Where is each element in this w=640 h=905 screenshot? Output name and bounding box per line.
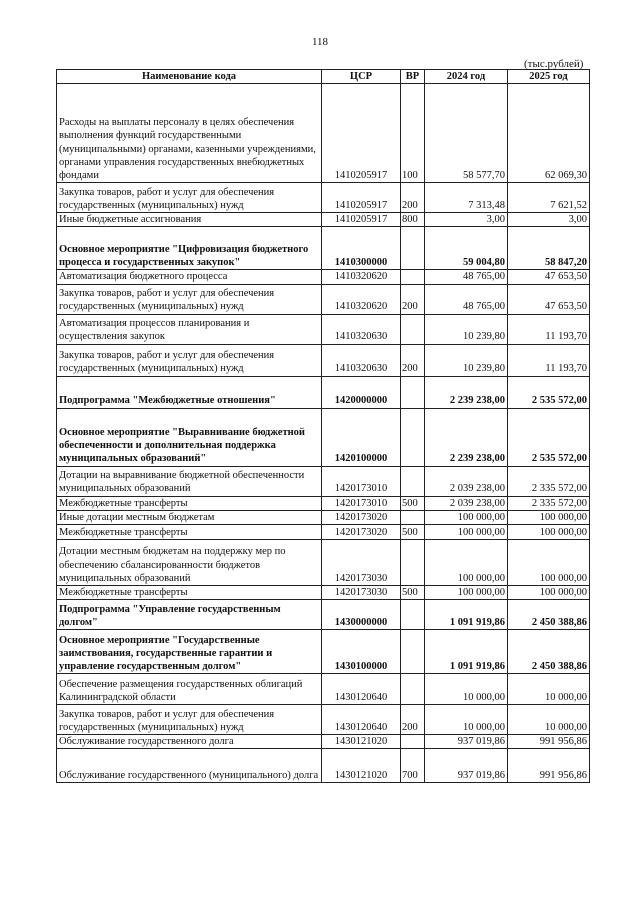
table-row: [57, 408, 590, 466]
row-2024: 59 004,80: [425, 227, 508, 270]
row-2024: 10 000,00: [425, 705, 508, 735]
row-vr: 700: [401, 749, 425, 783]
row-name: Иные бюджетные ассигнования: [57, 213, 322, 227]
row-2024: 2 039 238,00: [425, 466, 508, 496]
row-csr: 1410320620: [322, 270, 401, 284]
row-csr: 1410320620: [322, 284, 401, 314]
row-name: Основное мероприятие "Государственные заимствования, государственные гарантии и управление государственным долгом": [57, 630, 322, 674]
table-row: [57, 674, 590, 705]
row-2025: 10 000,00: [508, 705, 590, 735]
row-name: Автоматизация процессов планирования и осуществления закупок: [57, 314, 322, 344]
row-vr: 200: [401, 344, 425, 376]
table-row: [57, 540, 590, 586]
table-row: [57, 84, 590, 183]
row-vr: [401, 466, 425, 496]
row-name: Дотации на выравнивание бюджетной обеспеченности муниципальных образований: [57, 466, 322, 496]
row-2025: 2 450 388,86: [508, 630, 590, 674]
row-vr: [401, 600, 425, 630]
row-vr: 200: [401, 705, 425, 735]
row-csr: 1430120640: [322, 674, 401, 705]
row-csr: 1410205917: [322, 183, 401, 213]
table-row: [57, 705, 590, 735]
row-name: Закупка товаров, работ и услуг для обеспечения государственных (муниципальных) нужд: [57, 705, 322, 735]
row-2024: 100 000,00: [425, 586, 508, 600]
row-vr: 500: [401, 496, 425, 510]
row-vr: [401, 674, 425, 705]
row-vr: 200: [401, 284, 425, 314]
table-row: [57, 227, 590, 270]
row-vr: 500: [401, 586, 425, 600]
row-2024: 10 239,80: [425, 314, 508, 344]
table-row: [57, 183, 590, 213]
row-vr: 200: [401, 183, 425, 213]
row-name: Закупка товаров, работ и услуг для обеспечения государственных (муниципальных) нужд: [57, 344, 322, 376]
row-2024: 48 765,00: [425, 284, 508, 314]
row-2024: 2 239 238,00: [425, 376, 508, 408]
table-row: [57, 314, 590, 344]
row-csr: 1420000000: [322, 376, 401, 408]
table-row: [57, 586, 590, 600]
row-2025: 3,00: [508, 213, 590, 227]
row-vr: [401, 270, 425, 284]
unit-note: (тыс.рублей): [524, 58, 584, 70]
row-2024: 48 765,00: [425, 270, 508, 284]
row-csr: 1420173010: [322, 466, 401, 496]
row-vr: 100: [401, 84, 425, 183]
row-name: Дотации местным бюджетам на поддержку мер по обеспечению сбалансированности бюджетов муниципальных образований: [57, 540, 322, 586]
header-2024: 2024 год: [425, 70, 508, 84]
row-2024: 1 091 919,86: [425, 630, 508, 674]
table-row: [57, 344, 590, 376]
row-2025: 2 535 572,00: [508, 376, 590, 408]
row-name: Межбюджетные трансферты: [57, 525, 322, 540]
row-2025: 47 653,50: [508, 284, 590, 314]
row-2025: 100 000,00: [508, 586, 590, 600]
row-csr: 1430120640: [322, 705, 401, 735]
row-csr: 1430121020: [322, 749, 401, 783]
row-2025: 100 000,00: [508, 540, 590, 586]
table-row: [57, 213, 590, 227]
table-row: [57, 749, 590, 783]
row-2024: 7 313,48: [425, 183, 508, 213]
table-row: [57, 630, 590, 674]
row-csr: 1420100000: [322, 408, 401, 466]
row-2024: 3,00: [425, 213, 508, 227]
row-name: Закупка товаров, работ и услуг для обеспечения государственных (муниципальных) нужд: [57, 183, 322, 213]
row-2025: 10 000,00: [508, 674, 590, 705]
row-csr: 1430100000: [322, 630, 401, 674]
row-name: Обеспечение размещения государственных облигаций Калининградской области: [57, 674, 322, 705]
row-2024: 100 000,00: [425, 540, 508, 586]
row-2024: 1 091 919,86: [425, 600, 508, 630]
row-name: Подпрограмма "Межбюджетные отношения": [57, 376, 322, 408]
row-csr: 1420173030: [322, 586, 401, 600]
row-vr: [401, 540, 425, 586]
row-csr: 1430000000: [322, 600, 401, 630]
row-name: Расходы на выплаты персоналу в целях обеспечения выполнения функций государственными (муниципальными) органами, казенными учреждениями, органами управления государственных внебюджетных фондами: [57, 84, 322, 183]
header-name: Наименование кода: [57, 70, 322, 84]
row-2025: 2 335 572,00: [508, 466, 590, 496]
row-2024: 2 039 238,00: [425, 496, 508, 510]
table-body: [57, 84, 590, 783]
row-name: Основное мероприятие "Цифровизация бюджетного процесса и государственных закупок": [57, 227, 322, 270]
header-vr: ВР: [401, 70, 425, 84]
row-vr: [401, 314, 425, 344]
row-name: Межбюджетные трансферты: [57, 586, 322, 600]
row-2024: 100 000,00: [425, 525, 508, 540]
header-csr: ЦСР: [322, 70, 401, 84]
row-2025: 11 193,70: [508, 314, 590, 344]
table-row: [57, 600, 590, 630]
row-csr: 1410205917: [322, 213, 401, 227]
row-vr: [401, 376, 425, 408]
row-vr: [401, 227, 425, 270]
row-2025: 100 000,00: [508, 510, 590, 524]
row-csr: 1430121020: [322, 735, 401, 749]
header-2025: 2025 год: [508, 70, 590, 84]
row-2025: 2 335 572,00: [508, 496, 590, 510]
row-name: Подпрограмма "Управление государственным долгом": [57, 600, 322, 630]
row-csr: 1410320630: [322, 314, 401, 344]
row-2025: 2 450 388,86: [508, 600, 590, 630]
row-2025: 2 535 572,00: [508, 408, 590, 466]
row-csr: 1410300000: [322, 227, 401, 270]
row-2024: 10 000,00: [425, 674, 508, 705]
budget-table: [56, 69, 590, 783]
row-2025: 47 653,50: [508, 270, 590, 284]
row-2025: 7 621,52: [508, 183, 590, 213]
row-name: Автоматизация бюджетного процесса: [57, 270, 322, 284]
row-vr: 800: [401, 213, 425, 227]
row-csr: 1410320630: [322, 344, 401, 376]
table-row: [57, 510, 590, 524]
row-2025: 58 847,20: [508, 227, 590, 270]
row-name: Закупка товаров, работ и услуг для обеспечения государственных (муниципальных) нужд: [57, 284, 322, 314]
row-2025: 991 956,86: [508, 749, 590, 783]
row-csr: 1410205917: [322, 84, 401, 183]
row-vr: 500: [401, 525, 425, 540]
row-2024: 10 239,80: [425, 344, 508, 376]
table-row: [57, 466, 590, 496]
row-2024: 100 000,00: [425, 510, 508, 524]
row-name: Межбюджетные трансферты: [57, 496, 322, 510]
row-csr: 1420173010: [322, 496, 401, 510]
row-2024: 937 019,86: [425, 749, 508, 783]
row-vr: [401, 510, 425, 524]
row-2025: 11 193,70: [508, 344, 590, 376]
table-row: [57, 270, 590, 284]
row-vr: [401, 630, 425, 674]
table-row: [57, 376, 590, 408]
row-vr: [401, 408, 425, 466]
row-name: Обслуживание государственного долга: [57, 735, 322, 749]
row-vr: [401, 735, 425, 749]
row-2025: 991 956,86: [508, 735, 590, 749]
row-csr: 1420173030: [322, 540, 401, 586]
table-row: [57, 284, 590, 314]
row-2024: 58 577,70: [425, 84, 508, 183]
row-2025: 62 069,30: [508, 84, 590, 183]
row-2024: 2 239 238,00: [425, 408, 508, 466]
row-name: Основное мероприятие "Выравнивание бюджетной обеспеченности и дополнительная поддержка муниципальных образований": [57, 408, 322, 466]
row-csr: 1420173020: [322, 525, 401, 540]
table-header-row: [57, 70, 590, 84]
page-number: 118: [311, 36, 329, 48]
table-row: [57, 735, 590, 749]
row-name: Иные дотации местным бюджетам: [57, 510, 322, 524]
row-2025: 100 000,00: [508, 525, 590, 540]
table-row: [57, 496, 590, 510]
row-name: Обслуживание государственного (муниципального) долга: [57, 749, 322, 783]
row-csr: 1420173020: [322, 510, 401, 524]
table-row: [57, 525, 590, 540]
row-2024: 937 019,86: [425, 735, 508, 749]
